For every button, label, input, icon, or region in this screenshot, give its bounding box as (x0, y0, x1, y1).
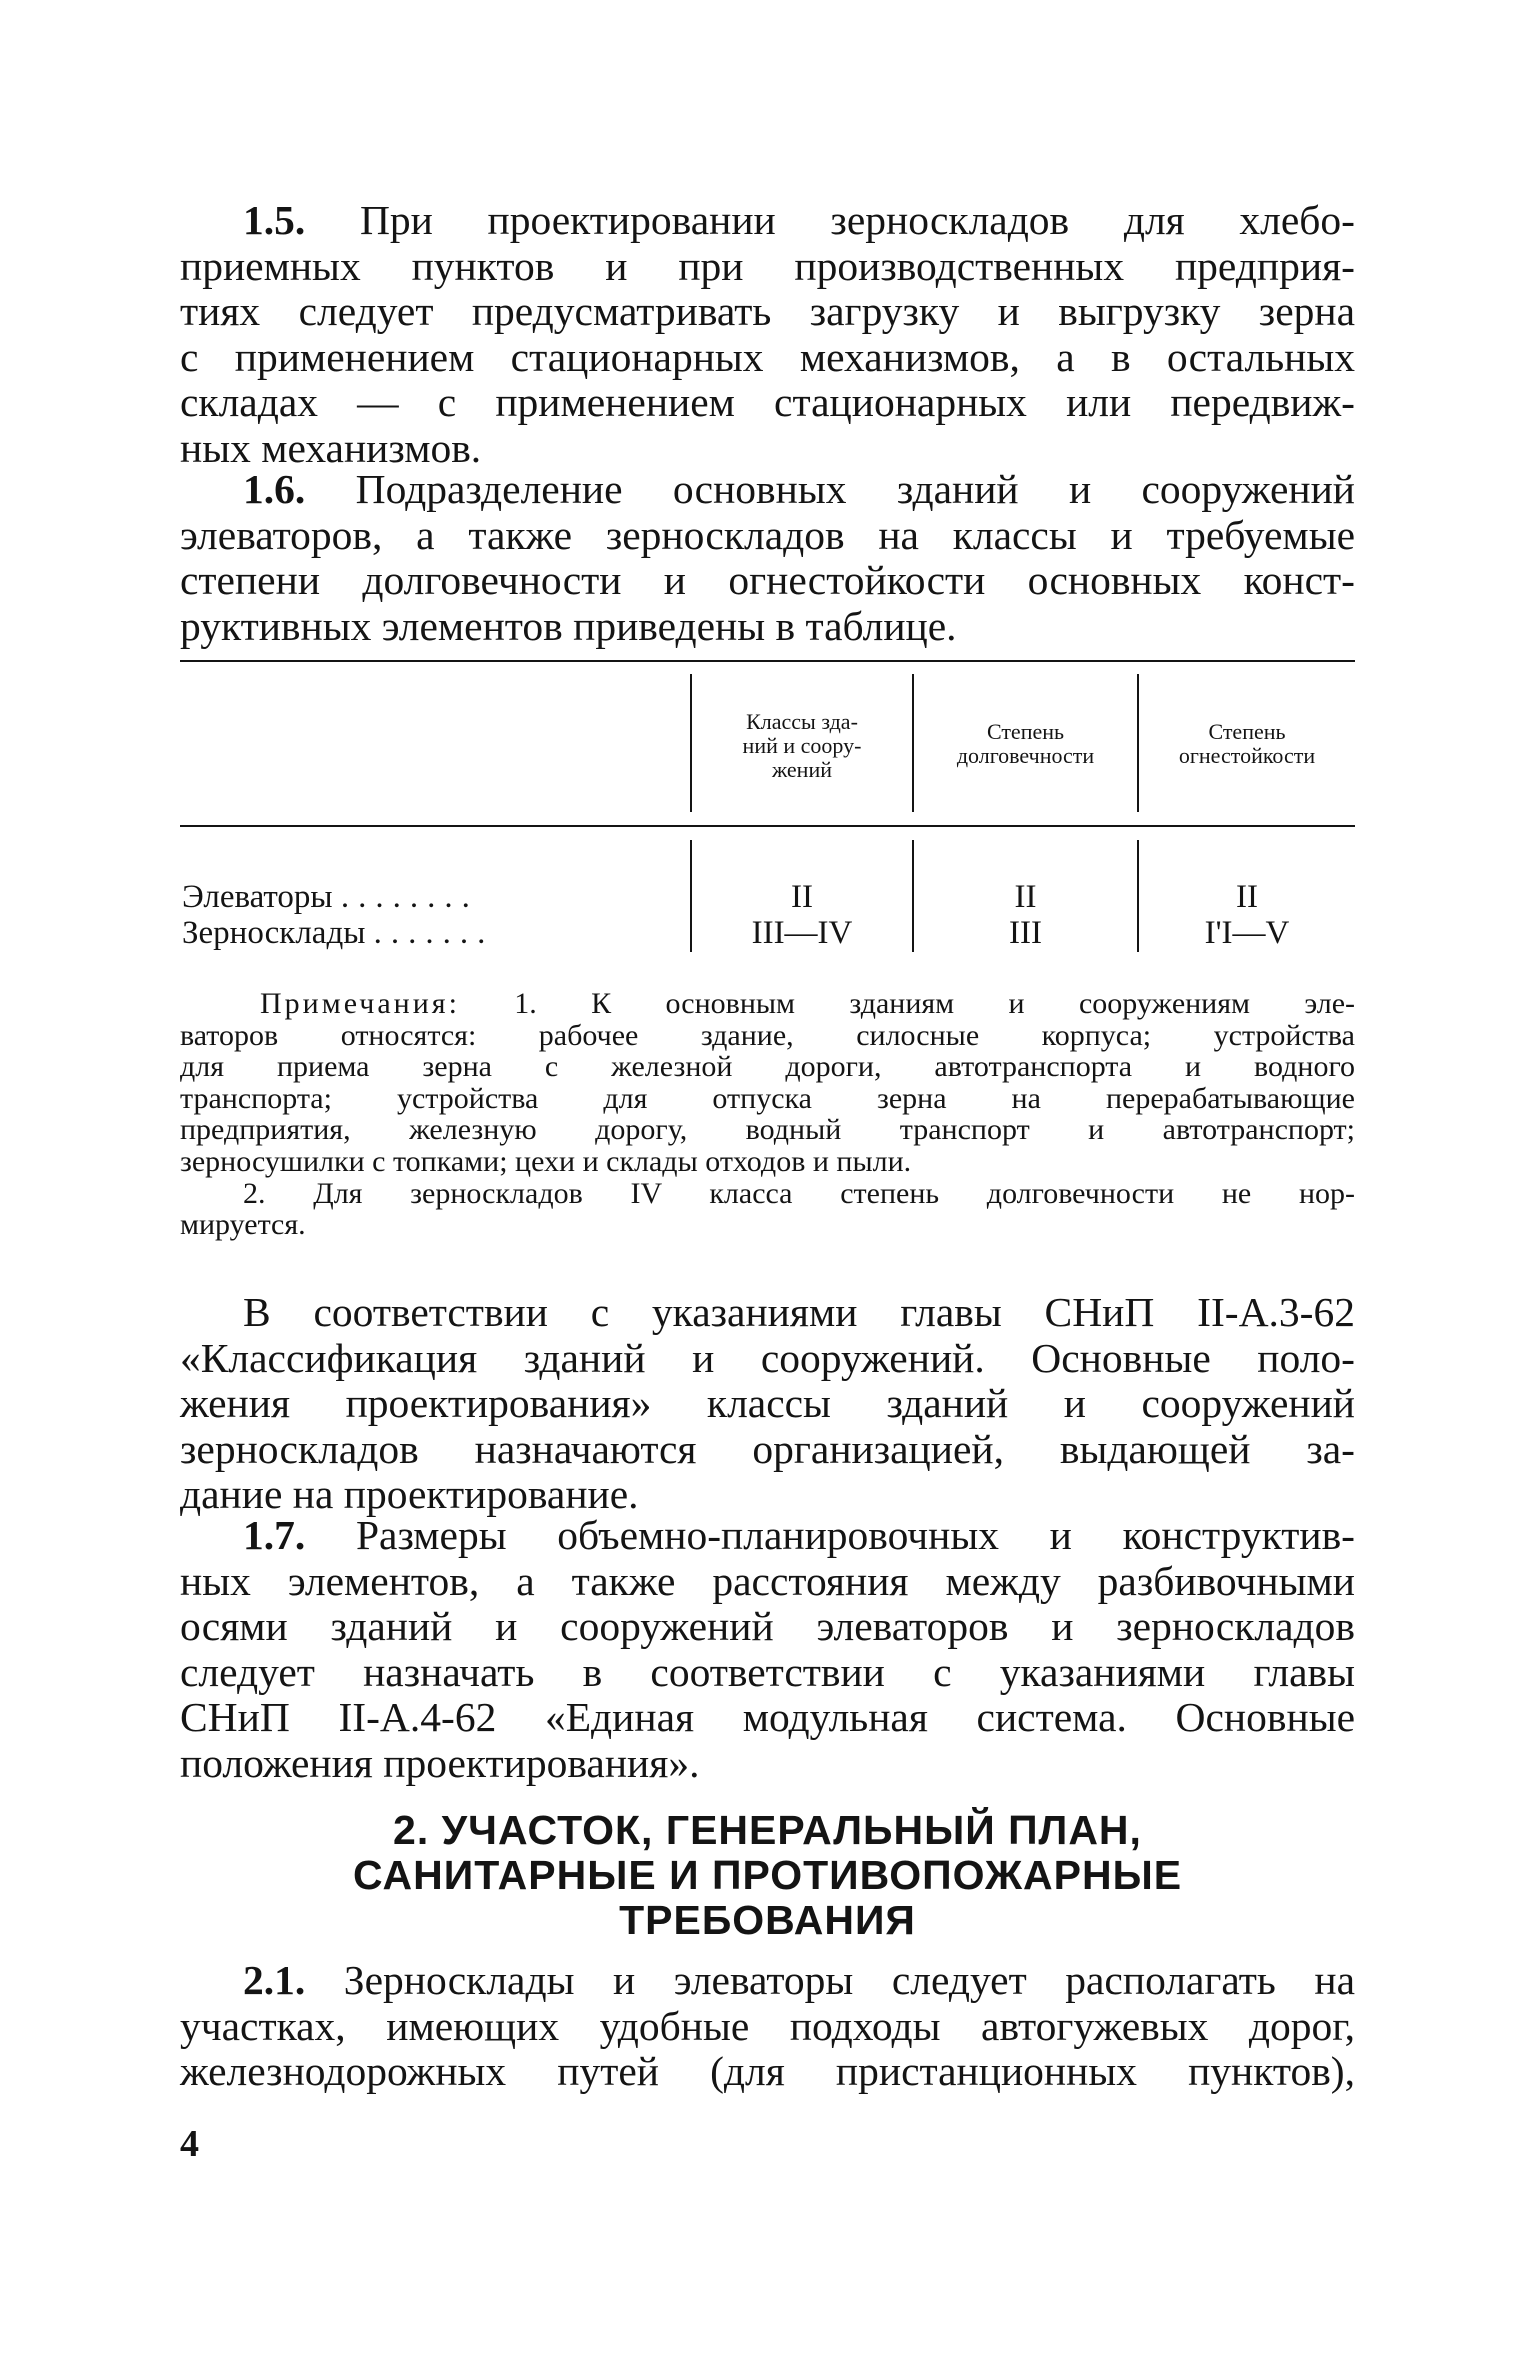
text-line: ных элементов, а также расстояния между разбивочными (180, 1557, 1355, 1604)
text-line: положения проектирования». (180, 1739, 700, 1786)
notes-title: Примечания: (260, 987, 460, 1020)
text-line: жения проектирования» классы зданий и сооружений (180, 1380, 1355, 1426)
note-line: зерносушилки с топками; цехи и склады отходов и пыли. (180, 1144, 912, 1178)
page-number: 4 (180, 2123, 199, 2165)
text-line: Размеры объемно-планировочных и конструктив- (355, 1512, 1355, 1558)
text-line: участках, имеющих удобные подходы автогужевых дорог, (180, 2002, 1355, 2049)
classification-table (180, 660, 1355, 960)
table-cell: III (1009, 915, 1042, 951)
paragraph-number: 2.1. (243, 1957, 306, 2003)
text-line: В соответствии с указаниями главы СНиП II-А.3-62 (243, 1289, 1355, 1335)
paragraph-1-6 (180, 467, 1355, 649)
text-line: дание на проектирование. (180, 1471, 639, 1517)
text-line: Зерносклады и элеваторы следует располагать на (343, 1957, 1355, 2003)
text-line: «Классификация зданий и сооружений. Основные поло- (180, 1334, 1355, 1381)
table-row-label: Элеваторы ........ (182, 879, 479, 915)
note-line: предприятия, железную дорогу, водный транспорт и автотранспорт; (180, 1113, 1355, 1147)
header-building-classes: Классы зда- ний и соору- жений (742, 709, 862, 782)
table-notes (180, 988, 1355, 1241)
text-line: осями зданий и сооружений элеваторов и зерноскладов (180, 1603, 1355, 1649)
text-line: с применением стационарных механизмов, а в остальных (180, 333, 1355, 380)
table-cell: II (791, 879, 813, 915)
paragraph-2-1 (180, 1958, 1355, 2095)
text-line: железнодорожных путей (для пристанционных пунктов), (180, 2048, 1355, 2094)
note-line: для приема зерна с железной дороги, автотранспорта и водного (180, 1050, 1355, 1084)
paragraph-number: 1.5. (243, 197, 306, 243)
header-durability: Степень долговечности (956, 719, 1095, 768)
paragraph-number: 1.6. (243, 466, 306, 512)
paragraph-1-5 (180, 198, 1355, 471)
text-line: ных механизмов. (180, 424, 482, 471)
text-line: тиях следует предусматривать загрузку и выгрузку зерна (180, 288, 1355, 334)
text-line: Подразделение основных зданий и сооружений (355, 466, 1355, 512)
table-cell: II (1014, 879, 1037, 915)
table-cell: I'I—V (1204, 915, 1290, 951)
note-line: 2. Для зерноскладов IV класса степень долговечности не нор- (243, 1176, 1355, 1210)
text-line: руктивных элементов приведены в таблице. (180, 602, 957, 649)
table-header-rule (180, 825, 1355, 827)
header-fire-resistance: Степень огнестойкости (1178, 719, 1316, 768)
section-heading (180, 1808, 1355, 1943)
heading-line: ТРЕБОВАНИЯ (619, 1897, 916, 1943)
table-cell: II (1236, 879, 1258, 915)
paragraph-number: 1.7. (243, 1512, 306, 1558)
note-line: мируется. (180, 1208, 306, 1242)
note-line: 1. К основным зданиям и сооружениям эле- (514, 987, 1356, 1020)
paragraph-snip (180, 1290, 1355, 1518)
note-line: транспорта; устройства для отпуска зерна на перерабатывающие (180, 1081, 1355, 1115)
text-line: СНиП II-А.4-62 «Единая модульная система. Основные (180, 1694, 1355, 1740)
table-row-label: Зерносклады ....... (182, 915, 495, 951)
text-line: степени долговечности и огнестойкости основных конст- (180, 557, 1355, 603)
paragraph-1-7 (180, 1513, 1355, 1786)
text-line: следует назначать в соответствии с указаниями главы (180, 1648, 1355, 1695)
text-line: элеваторов, а также зерноскладов на классы и требуемые (180, 511, 1355, 558)
heading-line: САНИТАРНЫЕ И ПРОТИВОПОЖАРНЫЕ (352, 1852, 1183, 1898)
text-line: При проектировании зерноскладов для хлебо- (359, 197, 1355, 243)
text-line: зерноскладов назначаются организацией, выдающей за- (180, 1425, 1355, 1472)
table-top-rule (180, 660, 1355, 662)
text-line: складах — с применением стационарных или передвиж- (180, 379, 1355, 425)
heading-line: 2. УЧАСТОК, ГЕНЕРАЛЬНЫЙ ПЛАН, (393, 1807, 1142, 1853)
table-cell: III—IV (751, 915, 853, 951)
note-line: ваторов относятся: рабочее здание, силосные корпуса; устройства (180, 1018, 1355, 1052)
text-line: приемных пунктов и при производственных предприя- (180, 242, 1355, 289)
